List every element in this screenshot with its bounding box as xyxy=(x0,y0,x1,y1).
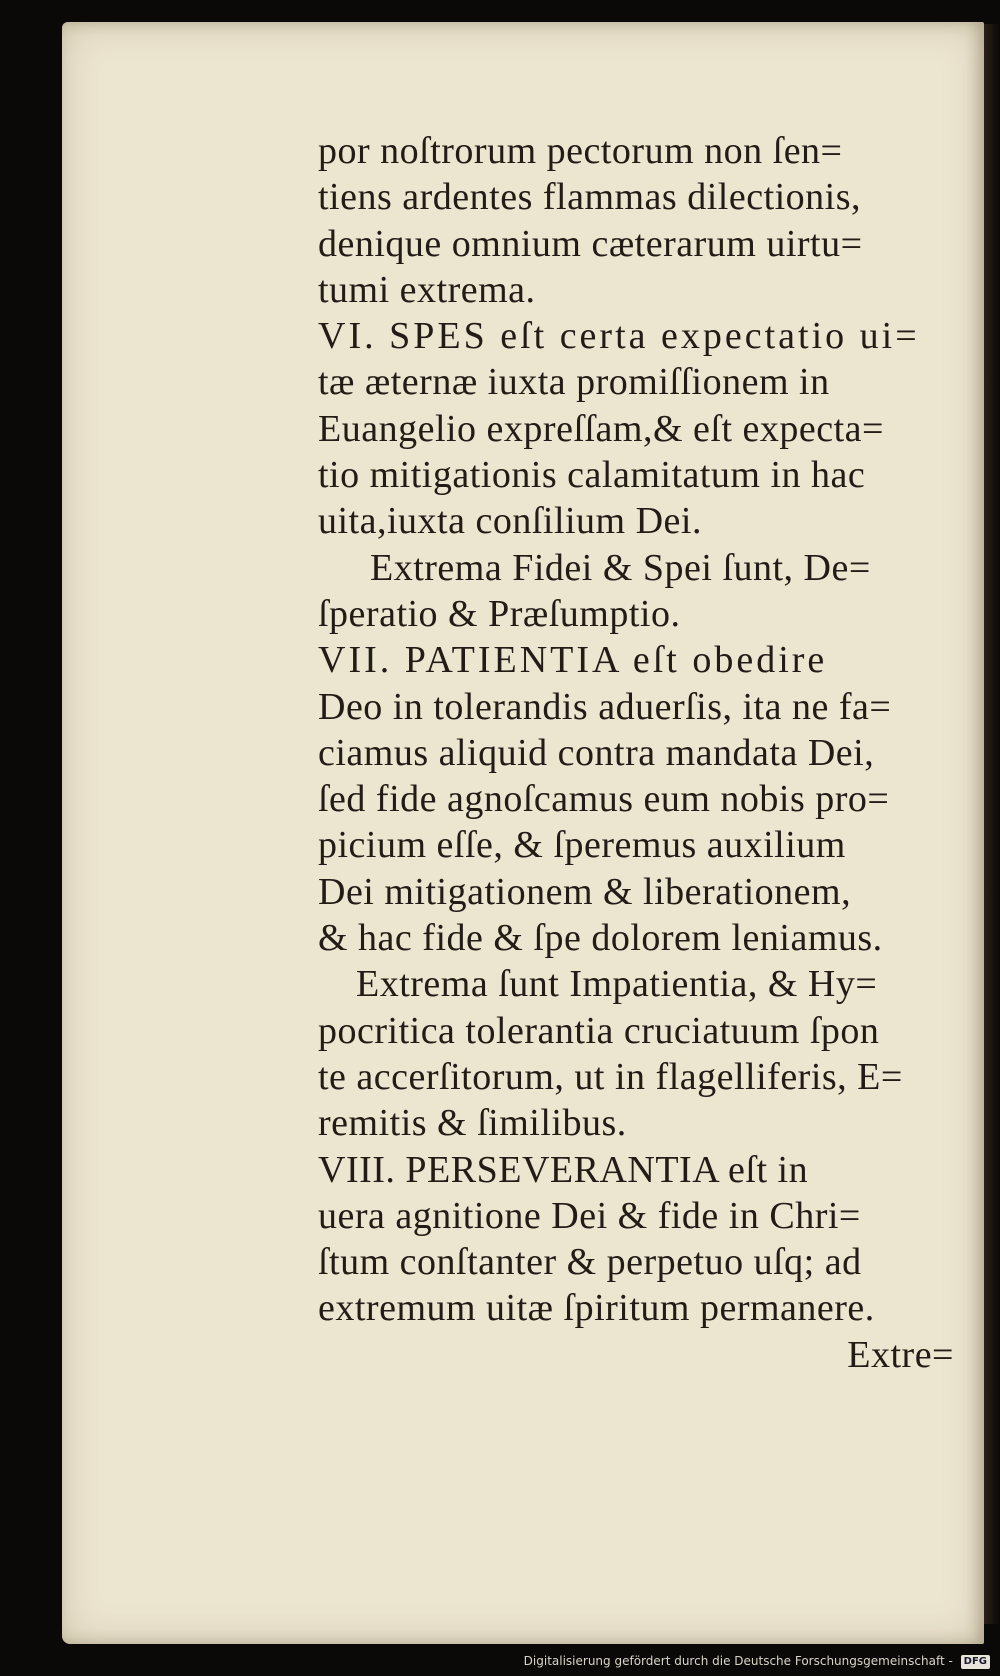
text-line: Dei mitigationem & liberationem, xyxy=(318,870,852,913)
text-line: uera agnitione Dei & fide in Chri= xyxy=(318,1194,861,1237)
text-line: Deo in tolerandis aduerſis, ita ne fa= xyxy=(318,685,892,728)
text-line: tæ æternæ iuxta promiſſionem in xyxy=(318,361,830,404)
dfg-logo-icon: DFG xyxy=(961,1655,990,1669)
text-line: ſtum conſtanter & perpetuo uſq; ad xyxy=(318,1241,862,1284)
text-line: ciamus aliquid contra mandata Dei, xyxy=(318,731,875,774)
text-line: por noſtrorum pectorum non ſen= xyxy=(318,130,843,172)
text-line: uita,iuxta conſilium Dei. xyxy=(318,500,702,543)
page-edge-shadow xyxy=(984,24,1000,1624)
catchword: Extre= xyxy=(847,1333,954,1376)
text-line: ſperatio & Præſumptio. xyxy=(318,592,681,635)
text-line: & hac fide & ſpe dolorem leniamus. xyxy=(318,917,883,960)
text-line: extremum uitæ ſpiritum permanere. xyxy=(318,1287,875,1330)
text-line: Extrema Fidei & Spei ſunt, De= xyxy=(370,546,871,589)
text-line-heading-spes: VI. SPES eſt certa expectatio ui= xyxy=(318,315,920,358)
digitization-credit xyxy=(0,1650,990,1672)
text-line: remitis & ſimilibus. xyxy=(318,1102,627,1145)
text-line: ſed fide agnoſcamus eum nobis pro= xyxy=(318,778,890,821)
text-line: Extrema ſunt Impatientia, & Hy= xyxy=(356,963,878,1006)
text-line-heading-patientia: VII. PATIENTIA eſt obedire xyxy=(318,639,828,682)
text-line: tio mitigationis calamitatum in hac xyxy=(318,454,866,497)
text-line: Euangelio expreſſam,& eſt expecta= xyxy=(318,407,884,450)
text-line: pocritica tolerantia cruciatuum ſpon xyxy=(318,1009,880,1052)
text-line-heading-perseverantia: VIII. PERSEVERANTIA eſt in xyxy=(318,1148,809,1191)
text-line: tumi extrema. xyxy=(318,268,536,311)
text-line: picium eſſe, & ſperemus auxilium xyxy=(318,824,846,867)
text-line: te accerſitorum, ut in flagelliferis, E= xyxy=(318,1055,903,1098)
page-text-block xyxy=(318,128,968,1378)
text-line: tiens ardentes flammas dilectionis, xyxy=(318,176,862,219)
credit-text: Digitalisierung gefördert durch die Deutsche Forschungsgemeinschaft - xyxy=(523,1654,953,1668)
text-line: denique omnium cæterarum uirtu= xyxy=(318,222,863,265)
